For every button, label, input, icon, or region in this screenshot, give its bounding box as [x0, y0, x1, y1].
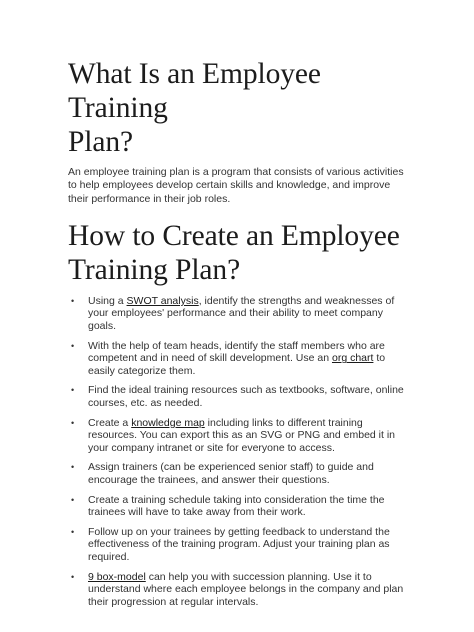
bullet-icon: • [71, 417, 75, 428]
page-title-line-2: Plan? [68, 126, 134, 158]
list-item [68, 571, 408, 609]
list-item [68, 340, 408, 378]
list-item [68, 526, 408, 564]
list-item [68, 295, 408, 333]
list-item [68, 461, 408, 486]
swot-analysis-link[interactable]: SWOT analysis [126, 294, 199, 307]
steps-list [68, 295, 408, 608]
intro-paragraph: An employee training plan is a program that consists of various activities to help employees develop certain skills and knowledge, and improve their performance in their job roles. [68, 166, 404, 205]
step-text-before: Create a [88, 416, 132, 429]
org-chart-link[interactable]: org chart [331, 352, 374, 365]
step-text: Follow up on your trainees by getting feedback to understand the effectiveness of the training program. Adjust your training plan as required. [88, 525, 390, 563]
page-title [68, 57, 408, 159]
bullet-icon: • [71, 340, 75, 351]
step-text-before: Using a [88, 294, 127, 307]
section-heading-line-2: Training Plan? [68, 253, 241, 286]
step-text: Create a training schedule taking into consideration the time the trainees will have to take away from their work. [88, 493, 385, 519]
section-heading-line-1: How to Create an Employee [68, 219, 400, 252]
bullet-icon: • [71, 526, 75, 537]
step-text-after: including links to different training resources. You can export this as an SVG or PNG and embed it in your company intranet or site for everyone to access. [88, 416, 396, 454]
document-page [68, 57, 408, 615]
list-item [68, 494, 408, 519]
bullet-icon: • [71, 295, 75, 306]
step-text-before: With the help of team heads, identify the staff members who are competent and in need of skill development. Use an [88, 339, 385, 365]
step-text: Assign trainers (can be experienced senior staff) to guide and encourage the trainees, and answer their questions. [88, 461, 374, 487]
step-text-after: , identify the strengths and weaknesses of your employees' performance and their ability to meet company goals. [88, 294, 395, 333]
page-title-line-1: What Is an Employee Training [68, 58, 321, 124]
9-box-model-link[interactable]: 9 box-model [88, 570, 146, 583]
bullet-icon: • [71, 385, 75, 396]
bullet-icon: • [71, 462, 75, 473]
list-item [68, 417, 408, 455]
bullet-icon: • [71, 494, 75, 505]
section-heading [68, 219, 408, 287]
bullet-icon: • [71, 571, 75, 582]
step-text: Find the ideal training resources such as textbooks, software, online courses, etc. as needed. [88, 384, 404, 410]
step-text-after: to easily categorize them. [88, 352, 386, 377]
knowledge-map-link[interactable]: knowledge map [131, 416, 205, 429]
list-item [68, 384, 408, 409]
step-text-after: can help you with succession planning. Use it to understand where each employee belongs in the company and plan their progression at regular intervals. [88, 570, 404, 608]
